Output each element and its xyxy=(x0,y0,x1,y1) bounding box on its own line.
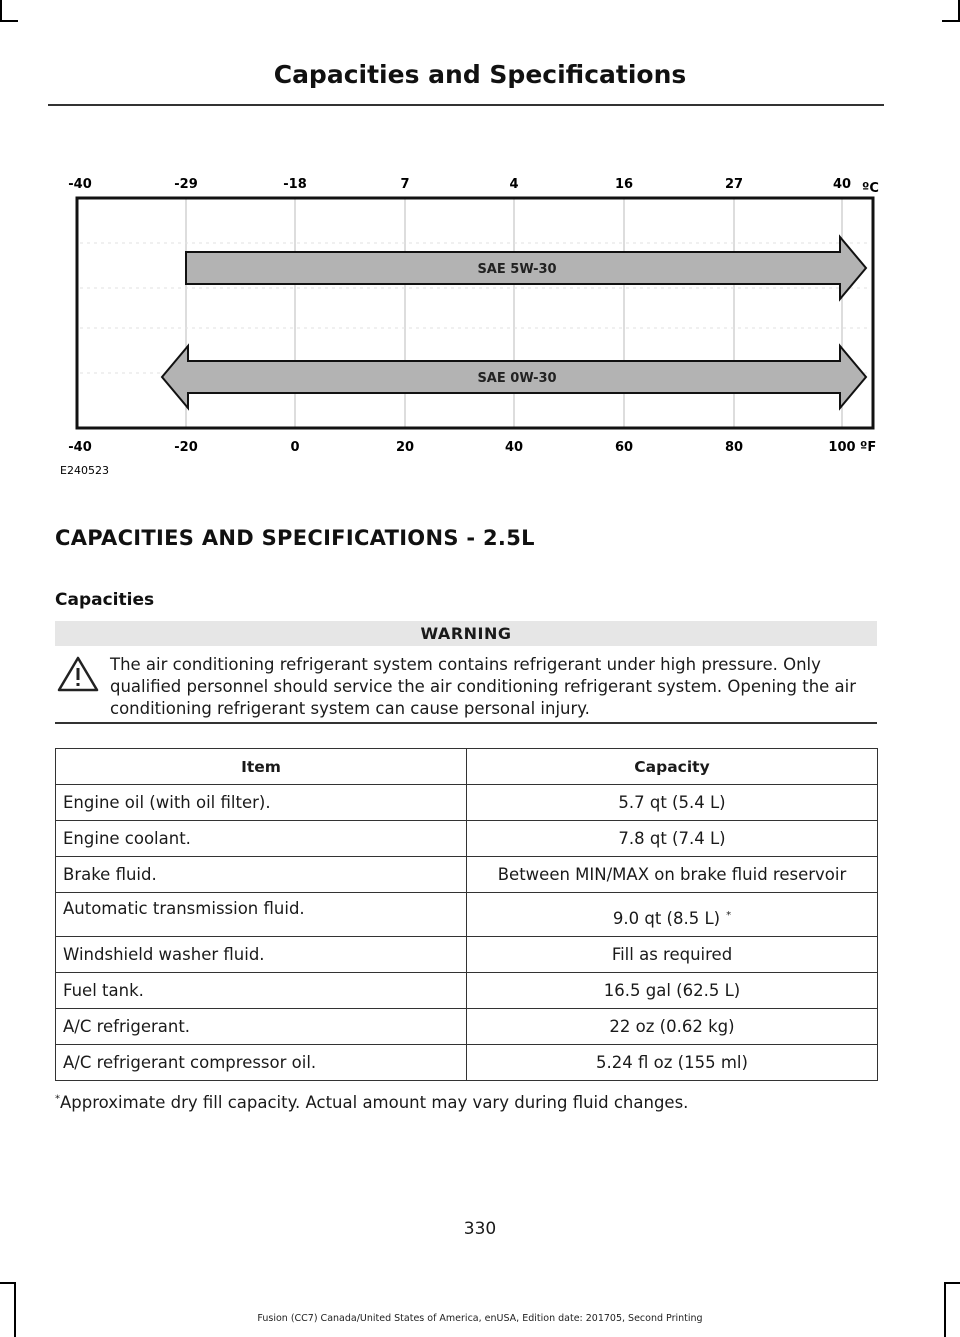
top-tick-label: 7 xyxy=(400,177,410,192)
header-rule xyxy=(48,104,884,106)
footnote-mark: * xyxy=(55,1093,60,1105)
bottom-tick-label: -20 xyxy=(174,440,198,455)
table-cell-item: Fuel tank. xyxy=(56,973,467,1009)
crop-mark xyxy=(14,1282,16,1337)
table-cell-capacity xyxy=(467,785,878,821)
bottom-tick-label: 20 xyxy=(395,440,415,455)
table-cell-item: Brake fluid. xyxy=(56,857,467,893)
table-body xyxy=(56,785,878,1081)
capacity-value: 5.7 qt (5.4 L) xyxy=(618,793,726,812)
table-cell-item: Engine oil (with oil filter). xyxy=(56,785,467,821)
table-cell-item: A/C refrigerant compressor oil. xyxy=(56,1045,467,1081)
crop-mark xyxy=(942,20,960,22)
top-tick-label: -40 xyxy=(68,177,92,192)
table-cell-capacity xyxy=(467,937,878,973)
series-label: SAE 0W-30 xyxy=(477,371,557,386)
top-axis-unit: ºC xyxy=(862,181,879,196)
crop-mark xyxy=(0,1282,16,1284)
capacity-value: Fill as required xyxy=(611,945,733,964)
table-cell-item: Engine coolant. xyxy=(56,821,467,857)
bottom-tick-label: 80 xyxy=(724,440,744,455)
footnote xyxy=(55,1093,688,1112)
crop-mark xyxy=(0,20,18,22)
warning-rule xyxy=(55,722,877,724)
capacity-value: 9.0 qt (8.5 L) xyxy=(612,909,721,928)
capacities-table xyxy=(55,748,878,1081)
table-row xyxy=(56,937,878,973)
warning-triangle-icon xyxy=(56,654,100,694)
section-title: CAPACITIES AND SPECIFICATIONS - 2.5L xyxy=(55,526,535,550)
capacity-value: 22 oz (0.62 kg) xyxy=(609,1017,735,1036)
table-cell-capacity xyxy=(467,857,878,893)
top-tick-label: 4 xyxy=(509,177,519,192)
top-tick-label: -18 xyxy=(283,177,307,192)
table-row xyxy=(56,1045,878,1081)
table-cell-capacity xyxy=(467,893,878,937)
bottom-tick-label: 100 xyxy=(828,440,856,455)
footnote-mark: * xyxy=(726,909,732,921)
warning-text: The air conditioning refrigerant system contains refrigerant under high pressure. Only qualified personnel should service the air conditioning refrigerant system. Opening the air conditioning refrigerant system can cause personal injury. xyxy=(110,655,857,718)
series-label: SAE 5W-30 xyxy=(477,262,557,277)
table-row xyxy=(56,973,878,1009)
table-row xyxy=(56,785,878,821)
bottom-tick-label: 60 xyxy=(614,440,634,455)
footnote-text: Approximate dry fill capacity. Actual amount may vary during fluid changes. xyxy=(60,1093,689,1112)
top-tick-label: 40 xyxy=(832,177,852,192)
top-tick-label: 16 xyxy=(614,177,634,192)
table-cell-item: Automatic transmission fluid. xyxy=(56,893,467,937)
section-subtitle: Capacities xyxy=(55,590,155,610)
bottom-tick-label: 0 xyxy=(290,440,300,455)
warning-heading: WARNING xyxy=(55,621,877,646)
bottom-axis-unit: ºF xyxy=(860,440,877,455)
table-cell-capacity xyxy=(467,1045,878,1081)
capacity-value: 16.5 gal (62.5 L) xyxy=(603,981,741,1000)
crop-mark xyxy=(944,1282,960,1284)
table-cell-item: A/C refrigerant. xyxy=(56,1009,467,1045)
page-header-title: Capacities and Specifications xyxy=(273,60,687,89)
page-number: 330 xyxy=(463,1219,497,1239)
table-header-row xyxy=(56,749,878,785)
capacity-value: 5.24 fl oz (155 ml) xyxy=(596,1053,748,1072)
crop-mark xyxy=(0,0,2,20)
table-row xyxy=(56,821,878,857)
table-cell-capacity xyxy=(467,1009,878,1045)
table-row xyxy=(56,857,878,893)
image-code: E240523 xyxy=(60,464,109,477)
top-tick-label: 27 xyxy=(724,177,744,192)
page-footer: Fusion (CC7) Canada/United States of America, enUSA, Edition date: 201705, Second Printing xyxy=(257,1313,703,1324)
table-row xyxy=(56,1009,878,1045)
table-cell-item: Windshield washer fluid. xyxy=(56,937,467,973)
column-header-item: Item xyxy=(56,749,467,785)
bottom-tick-label: 40 xyxy=(504,440,524,455)
table-row xyxy=(56,893,878,937)
table-cell-capacity xyxy=(467,821,878,857)
capacity-value: Between MIN/MAX on brake fluid reservoir xyxy=(497,865,847,884)
table-cell-capacity xyxy=(467,973,878,1009)
oil-viscosity-chart xyxy=(0,168,960,480)
column-header-capacity: Capacity xyxy=(467,749,878,785)
crop-mark xyxy=(944,1282,946,1337)
capacity-value: 7.8 qt (7.4 L) xyxy=(618,829,726,848)
top-tick-label: -29 xyxy=(174,177,198,192)
bottom-tick-label: -40 xyxy=(68,440,92,455)
